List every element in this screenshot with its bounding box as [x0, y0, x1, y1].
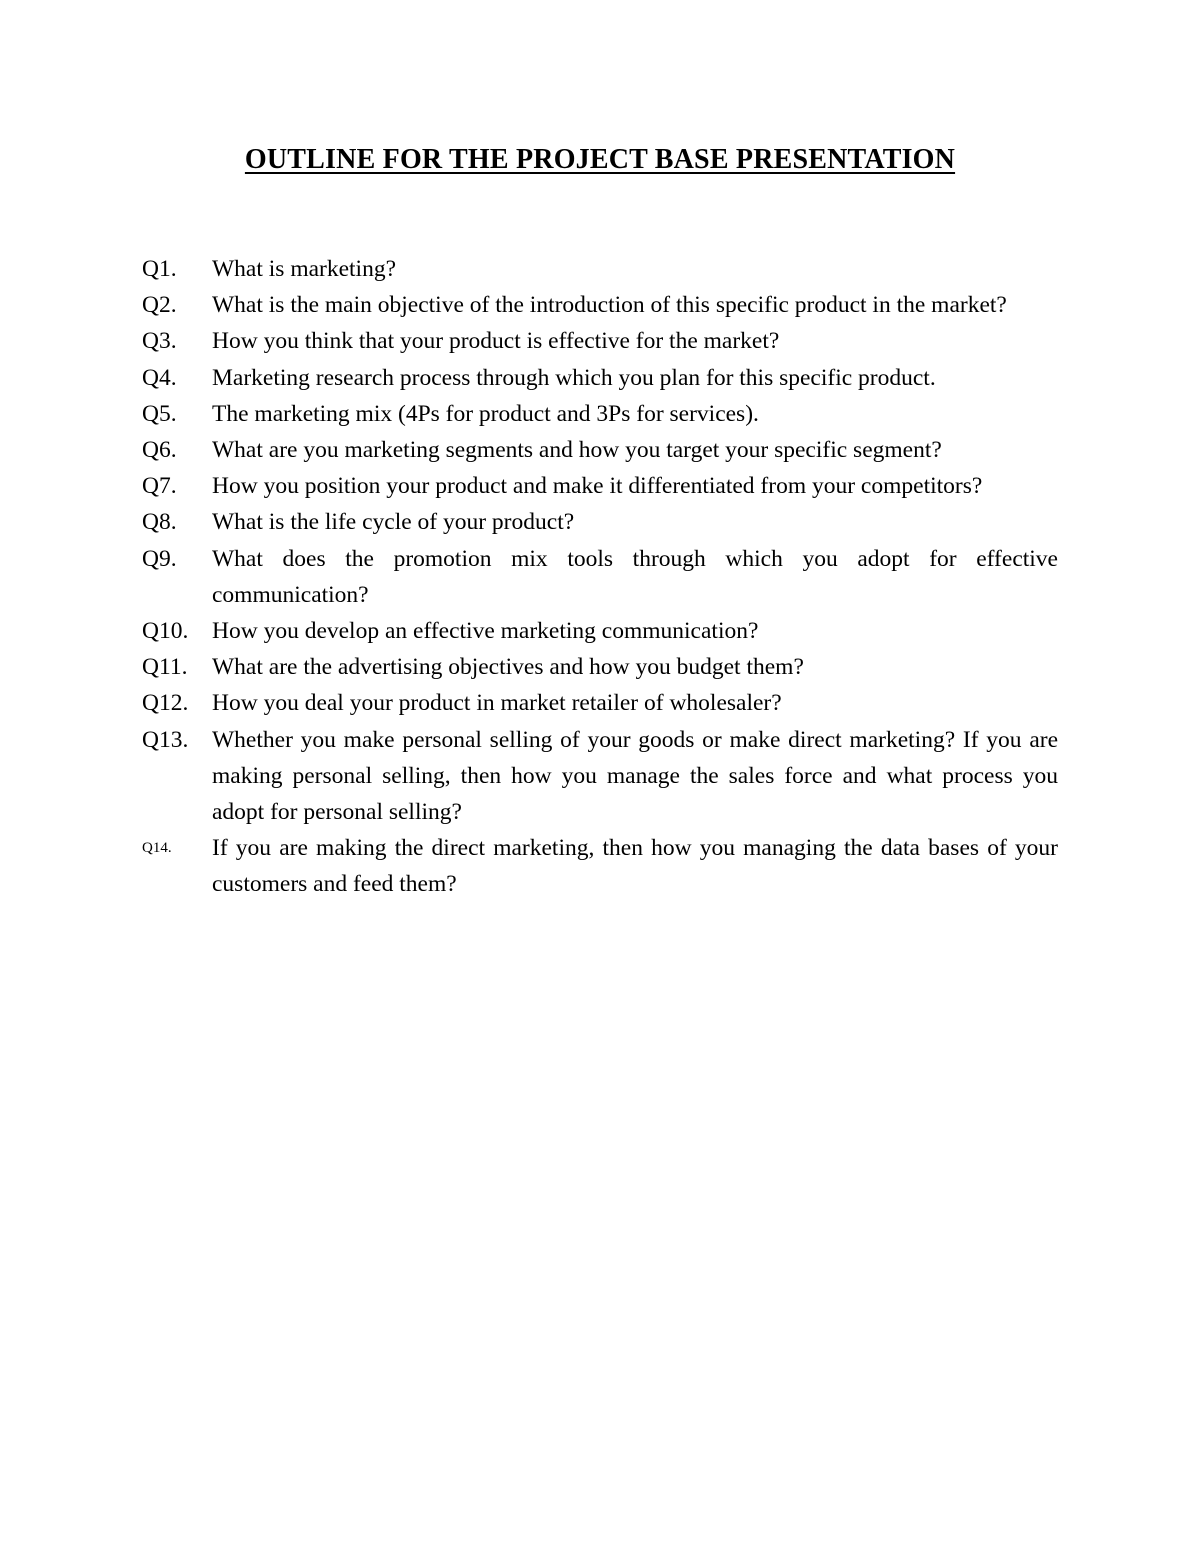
question-list: [142, 251, 1058, 903]
question-number: Q1.: [142, 256, 177, 282]
question-text: The marketing mix (4Ps for product and 3Ps for services).: [212, 400, 759, 427]
question-text: How you deal your product in market retailer of wholesaler?: [212, 690, 782, 717]
question-item: [142, 432, 1058, 468]
question-item: [142, 830, 1058, 902]
question-item: [142, 251, 1058, 287]
question-item: [142, 323, 1058, 359]
question-item: [142, 722, 1058, 831]
question-number: Q11.: [142, 654, 188, 681]
question-text: How you think that your product is effective for the market?: [212, 328, 780, 355]
question-number: Q10.: [142, 618, 189, 645]
question-text: Whether you make personal selling of your goods or make direct marketing? If you are making personal selling, then how you manage the sales force and what process you adopt for personal selling?: [212, 726, 1058, 826]
question-number: Q5.: [142, 400, 177, 427]
question-item: [142, 468, 1058, 504]
question-item: [142, 613, 1058, 649]
question-text: What are the advertising objectives and how you budget them?: [212, 654, 804, 681]
question-text: How you position your product and make it differentiated from your competitors?: [212, 473, 983, 500]
page-title: OUTLINE FOR THE PROJECT BASE PRESENTATION: [244, 144, 956, 175]
question-number: Q9.: [142, 545, 177, 572]
question-text: What are you marketing segments and how you target your specific segment?: [212, 437, 942, 464]
question-number: Q12.: [142, 690, 189, 717]
question-text: What is the main objective of the introduction of this specific product in the market?: [212, 292, 1007, 319]
question-item: [142, 396, 1058, 432]
question-text: If you are making the direct marketing, then how you managing the data bases of your customers and feed them?: [212, 835, 1058, 898]
question-number: Q13.: [142, 726, 189, 753]
question-item: [142, 504, 1058, 540]
question-number: Q6.: [142, 437, 177, 464]
question-text: What does the promotion mix tools through which you adopt for effective communication?: [212, 545, 1058, 608]
question-number: Q7.: [142, 473, 177, 500]
question-text: How you develop an effective marketing communication?: [212, 618, 759, 645]
question-item: [142, 541, 1058, 613]
question-text: Marketing research process through which you plan for this specific product.: [212, 364, 936, 391]
question-text: What is the life cycle of your product?: [212, 509, 575, 536]
question-item: [142, 685, 1058, 721]
question-number: Q4.: [142, 364, 177, 391]
question-number: Q2.: [142, 292, 177, 319]
question-item: [142, 649, 1058, 685]
question-number: Q8.: [142, 509, 177, 536]
question-number: Q3.: [142, 328, 177, 355]
question-text: What is marketing?: [212, 256, 397, 282]
question-item: [142, 287, 1058, 323]
question-item: [142, 360, 1058, 396]
question-number: Q14.: [142, 840, 172, 857]
